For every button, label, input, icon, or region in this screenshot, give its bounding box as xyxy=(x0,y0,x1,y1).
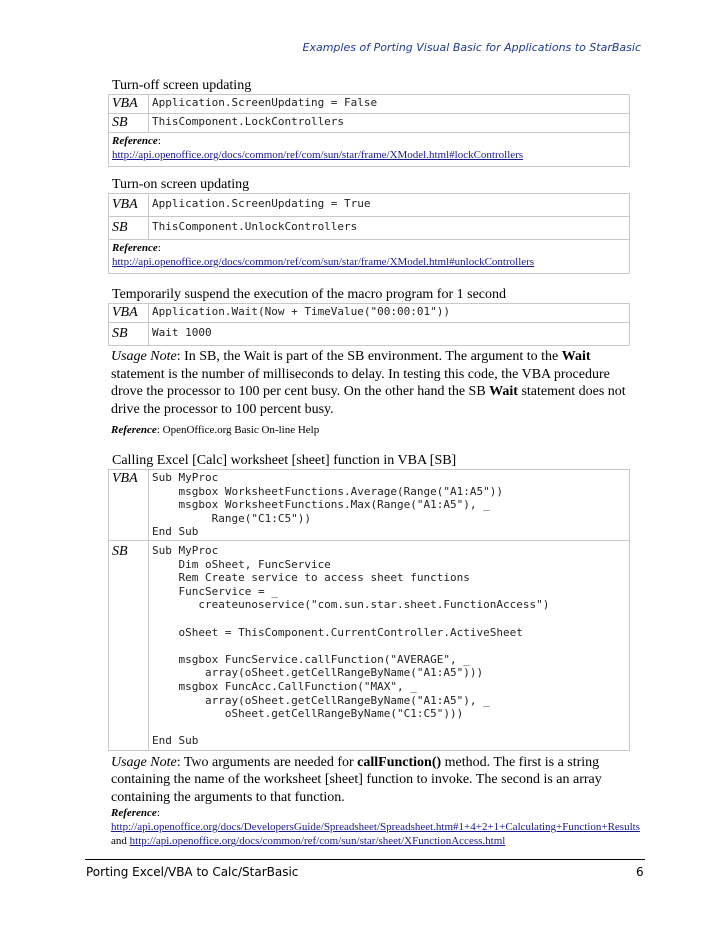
code-cell: ThisComponent.UnlockControllers xyxy=(149,217,630,240)
code-row xyxy=(109,323,630,346)
code-cell: Sub MyProc Dim oSheet, FuncService Rem Create service to access sheet functions FuncService = _ createunoservice("com.sun.star.sheet.FunctionAccess") oSheet = ThisComponent.CurrentController.ActiveSheet msgbox FuncService.callFunction("AVERAGE", _ array(oSheet.getCellRangeByName("A1:A5"))) msgbox FuncAcc.CallFunction("MAX", _ array(oSheet.getCellRangeByName("A1:A5"), _ oSheet.getCellRangeByName("C1:C5"))) End Sub xyxy=(149,540,630,750)
reference-link[interactable]: http://api.openoffice.org/docs/common/ref/com/sun/star/frame/XModel.html#lockControllers xyxy=(112,149,524,161)
code-cell: Application.Wait(Now + TimeValue("00:00:01")) xyxy=(149,304,630,323)
reference-label: Reference xyxy=(112,135,158,147)
usage-note-label: Usage Note xyxy=(111,349,177,364)
code-row xyxy=(109,470,630,541)
usage-note-label: Usage Note xyxy=(111,754,177,770)
reference-line xyxy=(111,424,630,436)
footer-title: Porting Excel/VBA to Calc/StarBasic xyxy=(86,865,299,879)
page-number: 6 xyxy=(636,865,644,879)
code-cell: Wait 1000 xyxy=(149,323,630,346)
code-row xyxy=(109,217,630,240)
footer-rule xyxy=(85,859,645,860)
lang-label: VBA xyxy=(109,304,149,323)
code-cell: Application.ScreenUpdating = True xyxy=(149,194,630,217)
running-header: Examples of Porting Visual Basic for Applications to StarBasic xyxy=(302,41,641,54)
lang-label: SB xyxy=(109,540,149,750)
note-text: : In SB, the Wait is part of the SB environment. The argument to the xyxy=(176,349,562,364)
reference-link[interactable]: http://api.openoffice.org/docs/common/ref/com/sun/star/frame/XModel.html#unlockControllers xyxy=(112,256,535,268)
code-table xyxy=(108,469,630,751)
code-row xyxy=(109,304,630,323)
reference-label: Reference xyxy=(111,424,157,436)
section-turn-on-updating xyxy=(108,176,630,274)
reference-link-2[interactable]: http://api.openoffice.org/docs/common/ref/com/sun/star/sheet/XFunctionAccess.html xyxy=(129,835,506,848)
lang-label: VBA xyxy=(109,95,149,114)
usage-note xyxy=(111,348,630,418)
lang-label: VBA xyxy=(109,194,149,217)
code-row xyxy=(109,540,630,750)
lang-label: SB xyxy=(109,217,149,240)
note-bold: Wait xyxy=(489,384,518,399)
note-text: statement does not drive the processor to 100 percent busy. xyxy=(111,384,626,417)
section-title: Turn-on screen updating xyxy=(112,177,250,192)
section-turn-off-updating xyxy=(108,77,630,167)
usage-note xyxy=(111,754,630,807)
reference-label: Reference xyxy=(112,242,158,254)
code-cell: Sub MyProc msgbox WorksheetFunctions.Average(Range("A1:A5")) msgbox WorksheetFunctions.Max(Range("A1:A5"), _ Range("C1:C5")) End Sub xyxy=(149,470,630,541)
reference-box: Reference: http://api.openoffice.org/docs/common/ref/com/sun/star/frame/XModel.html#lockControllers xyxy=(108,133,630,167)
reference-and: and xyxy=(111,835,130,848)
note-text: method. The first is a string containing the name of the worksheet [sheet] function to invoke. The second is an array containing the arguments to that function. xyxy=(111,754,602,805)
lang-label: SB xyxy=(109,114,149,133)
section-title: Temporarily suspend the execution of the macro program for 1 second xyxy=(112,287,507,302)
section-worksheet-function xyxy=(108,452,640,848)
reference-label: Reference xyxy=(111,807,157,820)
lang-label: SB xyxy=(109,323,149,346)
reference-box: Reference: http://api.openoffice.org/docs/common/ref/com/sun/star/frame/XModel.html#unlockControllers xyxy=(108,240,630,274)
section-title: Turn-off screen updating xyxy=(112,78,252,93)
note-bold: Wait xyxy=(561,349,591,364)
section-title: Calling Excel [Calc] worksheet [sheet] function in VBA [SB] xyxy=(112,453,457,468)
section-wait xyxy=(108,286,630,436)
reference-block: Reference: http://api.openoffice.org/docs/DevelopersGuide/Spreadsheet/Spreadsheet.htm#1+4+2+1+Calculating+Function+Results and http://api.openoffice.org/docs/common/ref/com/sun/star/sheet/XFunctionAccess.html xyxy=(111,807,640,848)
note-bold: callFunction() xyxy=(357,754,442,770)
note-text: : Two arguments are needed for xyxy=(176,754,358,770)
reference-link-1[interactable]: http://api.openoffice.org/docs/DevelopersGuide/Spreadsheet/Spreadsheet.htm#1+4+2+1+Calculating+Function+Results xyxy=(111,821,640,834)
code-row xyxy=(109,95,630,114)
code-row xyxy=(109,114,630,133)
code-table xyxy=(108,303,630,346)
code-cell: Application.ScreenUpdating = False xyxy=(149,95,630,114)
code-table xyxy=(108,193,630,240)
lang-label: VBA xyxy=(109,470,149,541)
code-row xyxy=(109,194,630,217)
note-text: statement is the number of milliseconds to delay. In testing this code, the VBA procedure drove the processor to 100 per cent busy. On the other hand the SB xyxy=(111,366,610,399)
code-cell: ThisComponent.LockControllers xyxy=(149,114,630,133)
code-table xyxy=(108,94,630,133)
reference-text: : OpenOffice.org Basic On-line Help xyxy=(156,424,320,436)
